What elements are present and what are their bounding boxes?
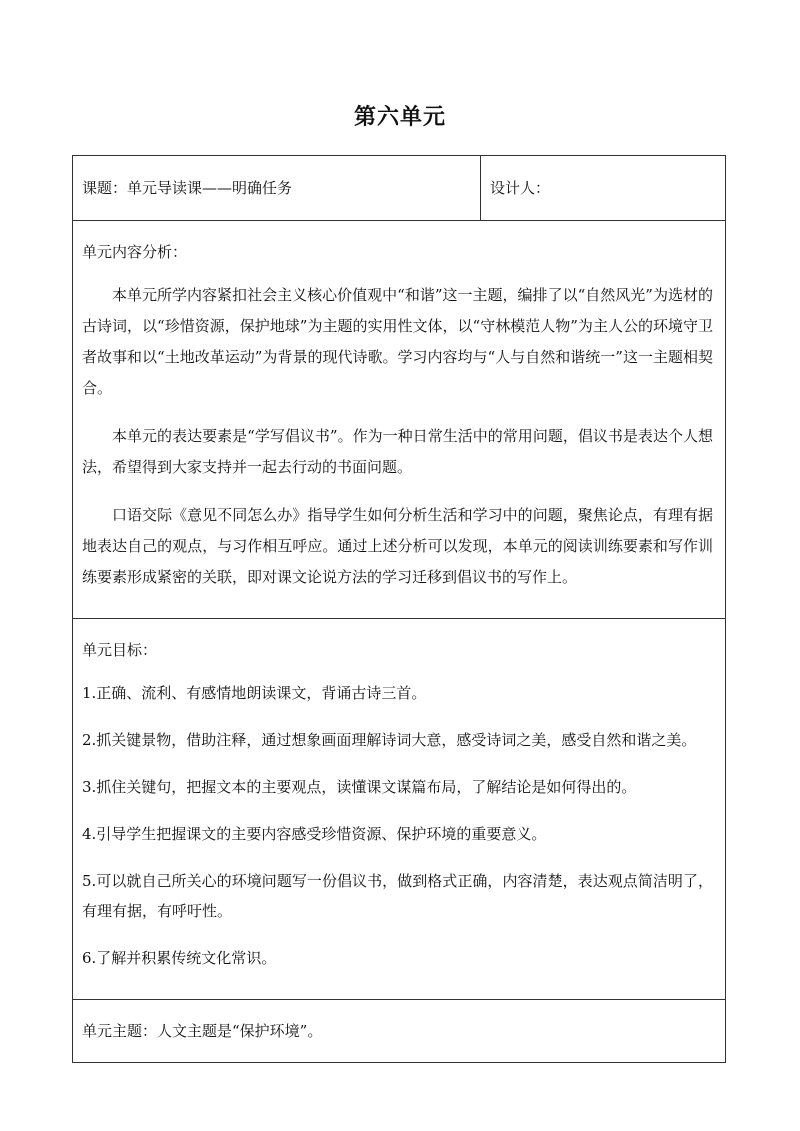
unit-theme-section	[73, 999, 725, 1062]
goal-item: 1.正确、流利、有感情地朗读课文，背诵古诗三首。	[82, 684, 427, 702]
goal-item: 2.抓关键景物，借助注释，通过想象画面理解诗词大意，感受诗词之美，感受自然和谐之美。	[82, 731, 697, 749]
analysis-paragraph: 本单元的表达要素是“学写倡议书”。作为一种日常生活中的常用问题，倡议书是表达个人想法，希望得到大家支持并一起去行动的书面问题。	[82, 427, 713, 476]
goal-item: 3.抓住关键句，把握文本的主要观点，读懂课文谋篇布局，了解结论是如何得出的。	[82, 778, 637, 796]
unit-theme-text: 单元主题：人文主题是“保护环境”。	[82, 1022, 323, 1040]
content-analysis-label: 单元内容分析：	[82, 243, 188, 261]
goal-item: 5.可以就自己所关心的环境问题写一份倡议书，做到格式正确，内容清楚，表达观点简洁明了，有理有据，有呼吁性。	[82, 872, 713, 920]
unit-goals-section	[73, 618, 725, 999]
content-analysis-section	[73, 220, 725, 618]
page-title: 第六单元	[353, 105, 446, 130]
designer-field: 设计人：	[490, 179, 551, 197]
analysis-paragraph: 口语交际《意见不同怎么办》指导学生如何分析生活和学习中的问题，聚焦论点，有理有据地表达自己的观点，与习作相互呼应。通过上述分析可以发现，本单元的阅读训练要素和写作训练要素形成紧密的关联，即对课文论说方法的学习迁移到倡议书的写作上。	[82, 506, 713, 586]
analysis-paragraph: 本单元所学内容紧扣社会主义核心价值观中“和谐”这一主题，编排了以“自然风光”为选材的古诗词，以“珍惜资源，保护地球”为主题的实用性文体，以“守林模范人物”为主人公的环境守卫者故事和以“土地改革运动”为背景的现代诗歌。学习内容均与“人与自然和谐统一”这一主题相契合。	[82, 286, 713, 397]
lesson-topic: 课题：单元导读课——明确任务	[73, 156, 481, 220]
lesson-plan-table	[72, 155, 726, 1063]
header-row	[73, 156, 725, 220]
goal-item: 4.引导学生把握课文的主要内容感受珍惜资源、保护环境的重要意义。	[82, 825, 547, 843]
goal-item: 6.了解并积累传统文化常识。	[82, 949, 277, 967]
unit-goals-label: 单元目标：	[82, 641, 158, 659]
